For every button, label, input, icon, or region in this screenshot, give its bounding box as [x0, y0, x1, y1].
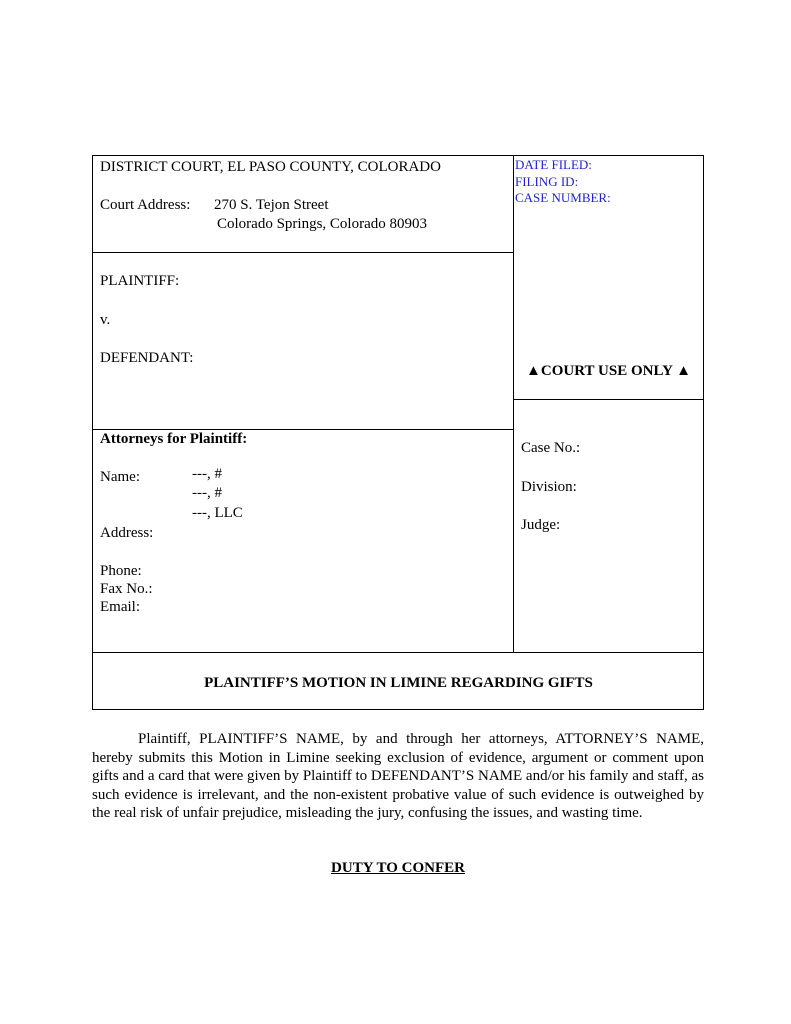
case-number-label: CASE NUMBER:: [515, 190, 611, 205]
court-address-line2: Colorado Springs, Colorado 80903: [217, 216, 427, 232]
case-no-label: Case No.:: [521, 440, 581, 456]
versus-label: v.: [100, 312, 111, 328]
judge-label: Judge:: [521, 517, 561, 533]
plaintiff-label: PLAINTIFF:: [100, 273, 180, 289]
motion-intro-paragraph: Plaintiff, PLAINTIFF’S NAME, by and through her attorneys, ATTORNEY’S NAME, hereby submits this Motion in Limine seeking exclusion of evidence, argument or comment upon gifts and a card that were given by Plaintiff to DEFENDANT’S NAME and/or his family and staff, as such evidence is irrelevant, and the non-existent probative value of such evidence is outweighed by the real risk of unfair prejudice, misleading the jury, confusing the issues, and wasting time.: [92, 731, 704, 822]
court-name: DISTRICT COURT, EL PASO COUNTY, COLORADO: [100, 159, 441, 175]
attorney-address-label: Address:: [100, 525, 154, 541]
court-address-line1: 270 S. Tejon Street: [214, 197, 329, 213]
attorney-name-label: Name:: [100, 469, 140, 485]
attorneys-heading: Attorneys for Plaintiff:: [100, 431, 248, 447]
attorney-fax-label: Fax No.:: [100, 581, 153, 597]
defendant-label: DEFENDANT:: [100, 350, 194, 366]
division-label: Division:: [521, 479, 577, 495]
court-address-label: Court Address:: [100, 197, 191, 213]
date-filed-label: DATE FILED:: [515, 157, 592, 172]
divider-title-row: [93, 652, 704, 653]
document-title: PLAINTIFF’S MOTION IN LIMINE REGARDING GIFTS: [204, 675, 593, 691]
section-heading-duty-to-confer: DUTY TO CONFER: [331, 860, 465, 876]
divider-court-parties: [93, 252, 513, 253]
caption-column-divider: [513, 156, 514, 652]
court-use-only-label: ▲COURT USE ONLY ▲: [526, 363, 691, 379]
attorney-name-line-3: ---, LLC: [192, 505, 243, 521]
filing-id-label: FILING ID:: [515, 174, 579, 189]
attorney-name-line-2: ---, #: [192, 485, 222, 501]
divider-court-use-case-info: [513, 399, 704, 400]
attorney-email-label: Email:: [100, 599, 140, 615]
case-caption-table: [92, 155, 704, 710]
attorney-name-line-1: ---, #: [192, 466, 222, 482]
attorney-phone-label: Phone:: [100, 563, 142, 579]
